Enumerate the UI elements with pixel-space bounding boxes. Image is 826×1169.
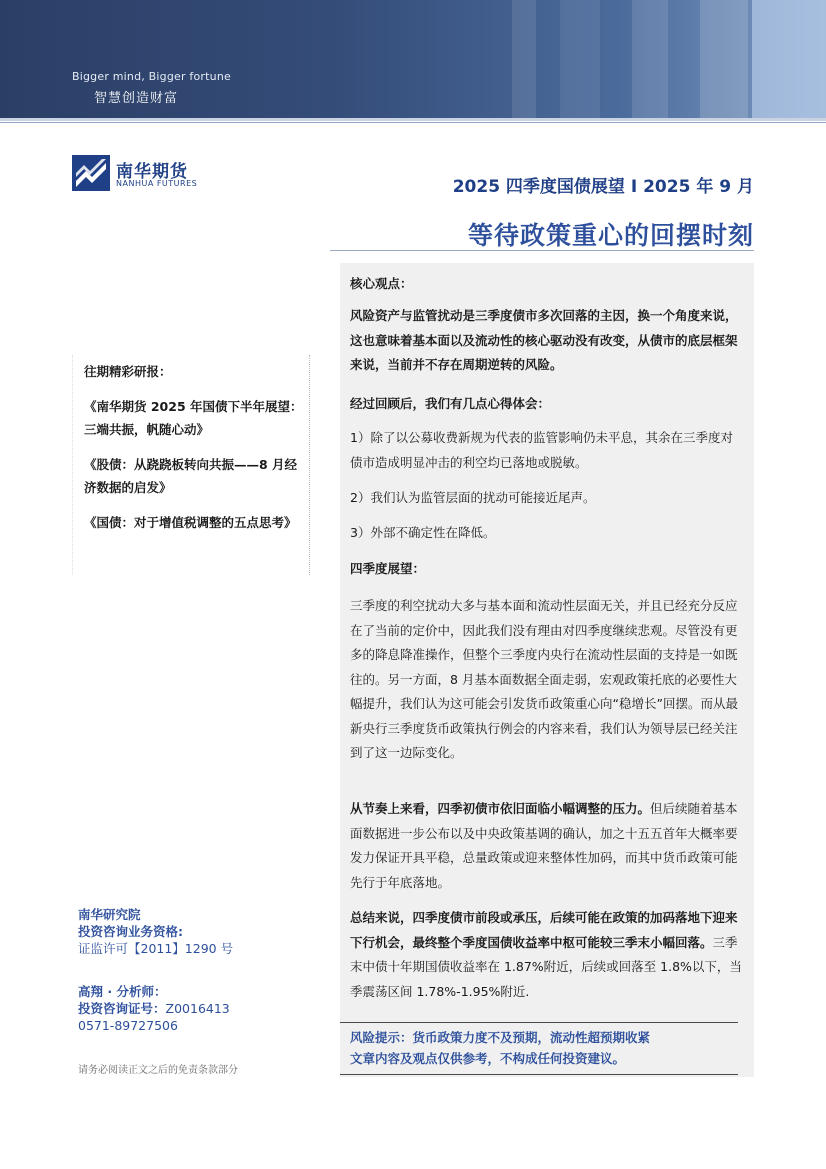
qualification-label: 投资咨询业务资格: <box>78 924 183 939</box>
outlook-paragraph-2-rest: 但后续随着基本面数据进一步公布以及中央政策基调的确认，加之十五五首年大概率要发力保证开具平稳，总量政策或迎来整体性加码，而其中货币政策可能先行于年底落地。 <box>350 801 738 890</box>
outlook-paragraph-2-lead: 从节奏上来看，四季初债市依旧面临小幅调整的压力。 <box>350 801 651 816</box>
tagline-chinese: 智慧创造财富 <box>94 91 179 106</box>
core-views-paragraph <box>350 304 742 378</box>
banner-stripe <box>752 0 826 118</box>
past-reports-heading: 往期精彩研报： <box>84 364 172 379</box>
tagline-english: Bigger mind, Bigger fortune <box>72 70 231 83</box>
report-title: 2025 四季度国债展望 Ⅰ 2025 年 9 月 <box>452 177 754 197</box>
risk-divider-bottom <box>340 1074 738 1075</box>
review-point-2: 2）我们认为监管层面的扰动可能接近尾声。 <box>350 490 596 505</box>
summary-paragraph <box>350 906 742 1004</box>
company-logo <box>72 155 202 195</box>
cert-number: Z0016413 <box>165 1001 230 1016</box>
cert-label: 投资咨询证号： <box>78 1001 166 1016</box>
past-report-link[interactable]: 《南华期货 2025 年国债下半年展望：三端共振，帆随心动》 <box>84 399 303 437</box>
analyst-name: 高翔 · 分析师： <box>78 984 167 999</box>
review-point-1: 1）除了以公募收费新规为代表的监管影响仍未平息，其余在三季度对债市造成明显冲击的利空均已落地或脱敏。 <box>350 430 733 470</box>
analyst-phone: 0571-89727506 <box>78 1018 178 1033</box>
nanhua-logo-icon <box>72 155 110 191</box>
outlook-paragraph-1: 三季度的利空扰动大多与基本面和流动性层面无关，并且已经充分反应在了当前的定价中，因此我们没有理由对四季度继续悲观。尽管没有更多的降息降准操作，但整个三季度内央行在流动性层面的支持是一如既往的。另一方面，8 月基本面数据全面走弱，宏观政策托底的必要性大幅提升，我们认为这可能会引发货币政策重心向“稳增长”回摆。而从最新央行三季度货币政策执行例会的内容来看，我们认为领导层已经关注到了这一边际变化。 <box>350 598 738 760</box>
risk-divider-top <box>340 1022 738 1023</box>
analyst-info <box>78 983 318 1034</box>
risk-notice <box>350 1027 650 1069</box>
summary-lead: 总结来说，四季度债市前段或承压，后续可能在政策的加码落地下迎来下行机会，最终整个季度国债收益率中枢可能较三季末小幅回落。 <box>350 910 738 950</box>
banner-divider <box>0 118 826 121</box>
risk-label: 风险提示： <box>350 1030 413 1045</box>
license-number: 证监许可【2011】1290 号 <box>78 941 234 956</box>
past-report-link[interactable]: 《国债：对于增值税调整的五点思考》 <box>84 515 297 530</box>
disclaimer-note: 请务必阅读正文之后的免责条款部分 <box>78 1065 238 1076</box>
header-banner <box>0 0 826 118</box>
logo-name-en: NANHUA FUTURES <box>116 179 198 188</box>
core-views-heading: 核心观点： <box>350 276 413 291</box>
review-point-3: 3）外部不确定性在降低。 <box>350 525 496 540</box>
banner-stripe <box>632 0 668 118</box>
review-intro: 经过回顾后，我们有几点心得体会： <box>350 396 551 411</box>
summary-rest: 三季末中债十年期国债收益率在 1.87%附近，后续或回落至 1.8%以下，当季震荡区间 1.78%-1.95%附近. <box>350 934 742 999</box>
risk-text: 货币政策力度不及预期，流动性超预期收紧 <box>412 1030 651 1045</box>
logo-name-cn: 南华期货 <box>116 162 188 182</box>
banner-stripe <box>700 0 748 118</box>
past-report-link[interactable]: 《股债：从跷跷板转向共振——8 月经济数据的启发》 <box>84 457 298 495</box>
title-divider <box>330 250 754 251</box>
outlook-heading: 四季度展望： <box>350 561 426 576</box>
institute-info <box>78 906 318 957</box>
institute-name: 南华研究院 <box>78 907 141 922</box>
risk-note: 文章内容及观点仅供参考，不构成任何投资建议。 <box>350 1051 626 1066</box>
page-title: 等待政策重心的回摆时刻 <box>467 221 754 250</box>
banner-stripe <box>560 0 600 118</box>
outlook-paragraph-2 <box>350 797 742 895</box>
core-views-text: 风险资产与监管扰动是三季度债市多次回落的主因，换一个角度来说，这也意味着基本面以及流动性的核心驱动没有改变，从债市的底层框架来说，当前并不存在周期逆转的风险。 <box>350 308 738 372</box>
banner-divider-thin <box>0 122 826 123</box>
banner-stripe <box>512 0 536 118</box>
